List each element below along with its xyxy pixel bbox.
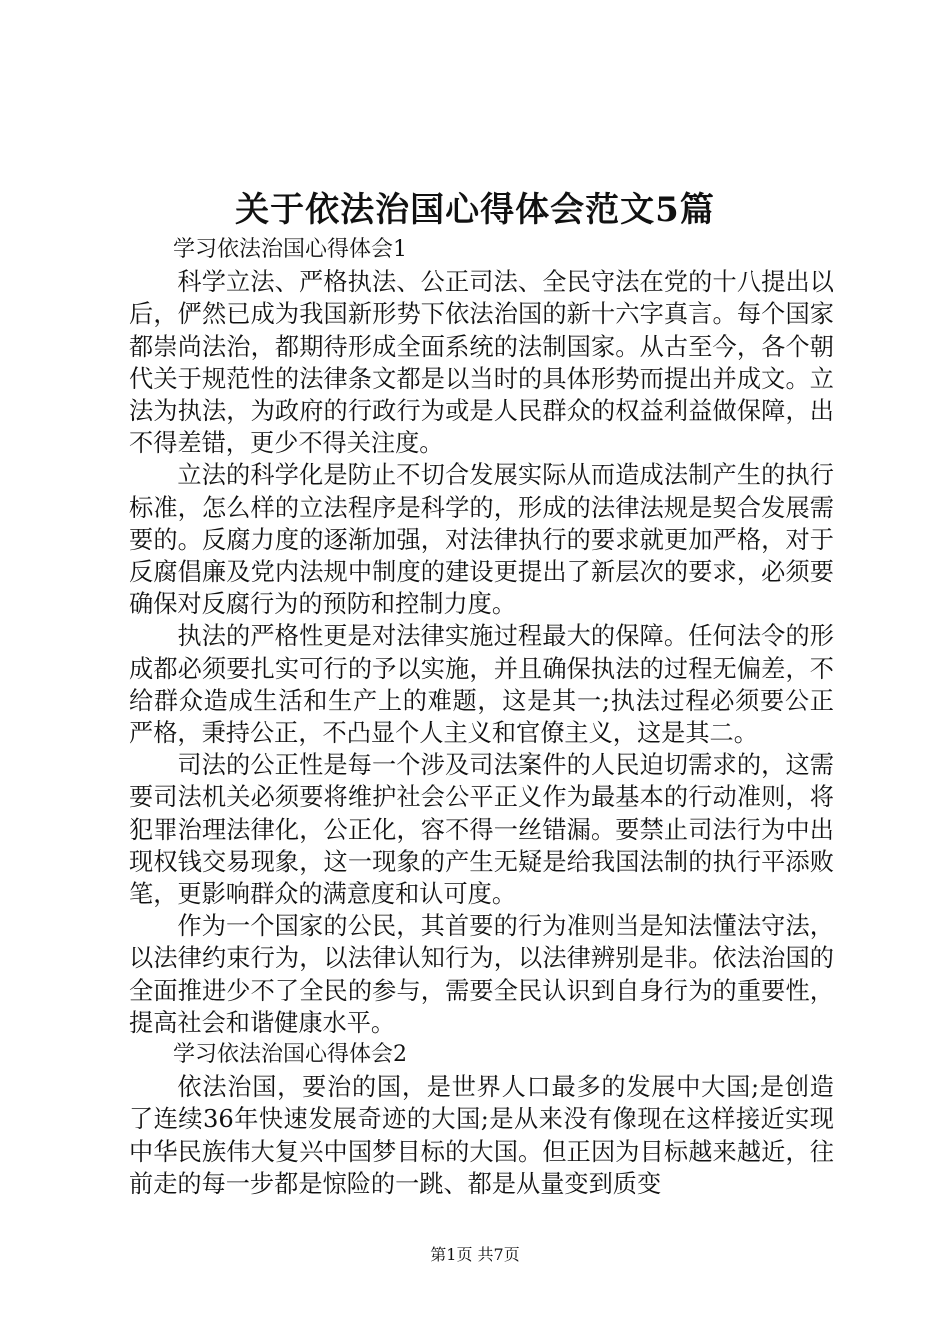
paragraph: 科学立法、严格执法、公正司法、全民守法在党的十八提出以后，俨然已成为我国新形势下依法治国的新十六字真言。每个国家都崇尚法治，都期待形成全面系统的法制国家。从古至今，各个朝代关于规范性的法律条文都是以当时的具体形势而提出并成文。立法为执法，为政府的行政行为或是人民群众的权益利益做保障，出不得差错，更少不得关注度。 xyxy=(129,268,834,458)
section-heading-1: 学习依法治国心得体会1 xyxy=(173,237,407,262)
paragraph: 作为一个国家的公民，其首要的行为准则当是知法懂法守法，以法律约束行为，以法律认知行为，以法律辨别是非。依法治国的全面推进少不了全民的参与，需要全民认识到自身行为的重要性，提高社会和谐健康水平。 xyxy=(129,912,834,1037)
paragraph: 司法的公正性是每一个涉及司法案件的人民迫切需求的，这需要司法机关必须要将维护社会公平正义作为最基本的行动准则，将犯罪治理法律化，公正化，容不得一丝错漏。要禁止司法行为中出现权钱交易现象，这一现象的产生无疑是给我国法制的执行平添败笔，更影响群众的满意度和认可度。 xyxy=(129,751,834,909)
document-body xyxy=(129,234,834,1200)
section-heading-2: 学习依法治国心得体会2 xyxy=(173,1042,407,1068)
paragraph: 依法治国，要治的国，是世界人口最多的发展中大国;是创造了连续36年快速发展奇迹的大国;是从来没有像现在这样接近实现中华民族伟大复兴中国梦目标的大国。但正因为目标越来越近，往前走的每一步都是惊险的一跳、都是从量变到质变 xyxy=(129,1073,834,1198)
page-footer: 第1页 共7页 xyxy=(430,1245,520,1264)
document-title: 关于依法治国心得体会范文5篇 xyxy=(235,190,715,230)
paragraph: 立法的科学化是防止不切合发展实际从而造成法制产生的执行标准，怎么样的立法程序是科学的，形成的法律法规是契合发展需要的。反腐力度的逐渐加强，对法律执行的要求就更加严格，对于反腐倡廉及党内法规中制度的建设更提出了新层次的要求，必须要确保对反腐行为的预防和控制力度。 xyxy=(129,461,834,619)
paragraph: 执法的严格性更是对法律实施过程最大的保障。任何法令的形成都必须要扎实可行的予以实施，并且确保执法的过程无偏差，不给群众造成生活和生产上的难题，这是其一;执法过程必须要公正严格，秉持公正，不凸显个人主义和官僚主义，这是其二。 xyxy=(129,622,834,748)
